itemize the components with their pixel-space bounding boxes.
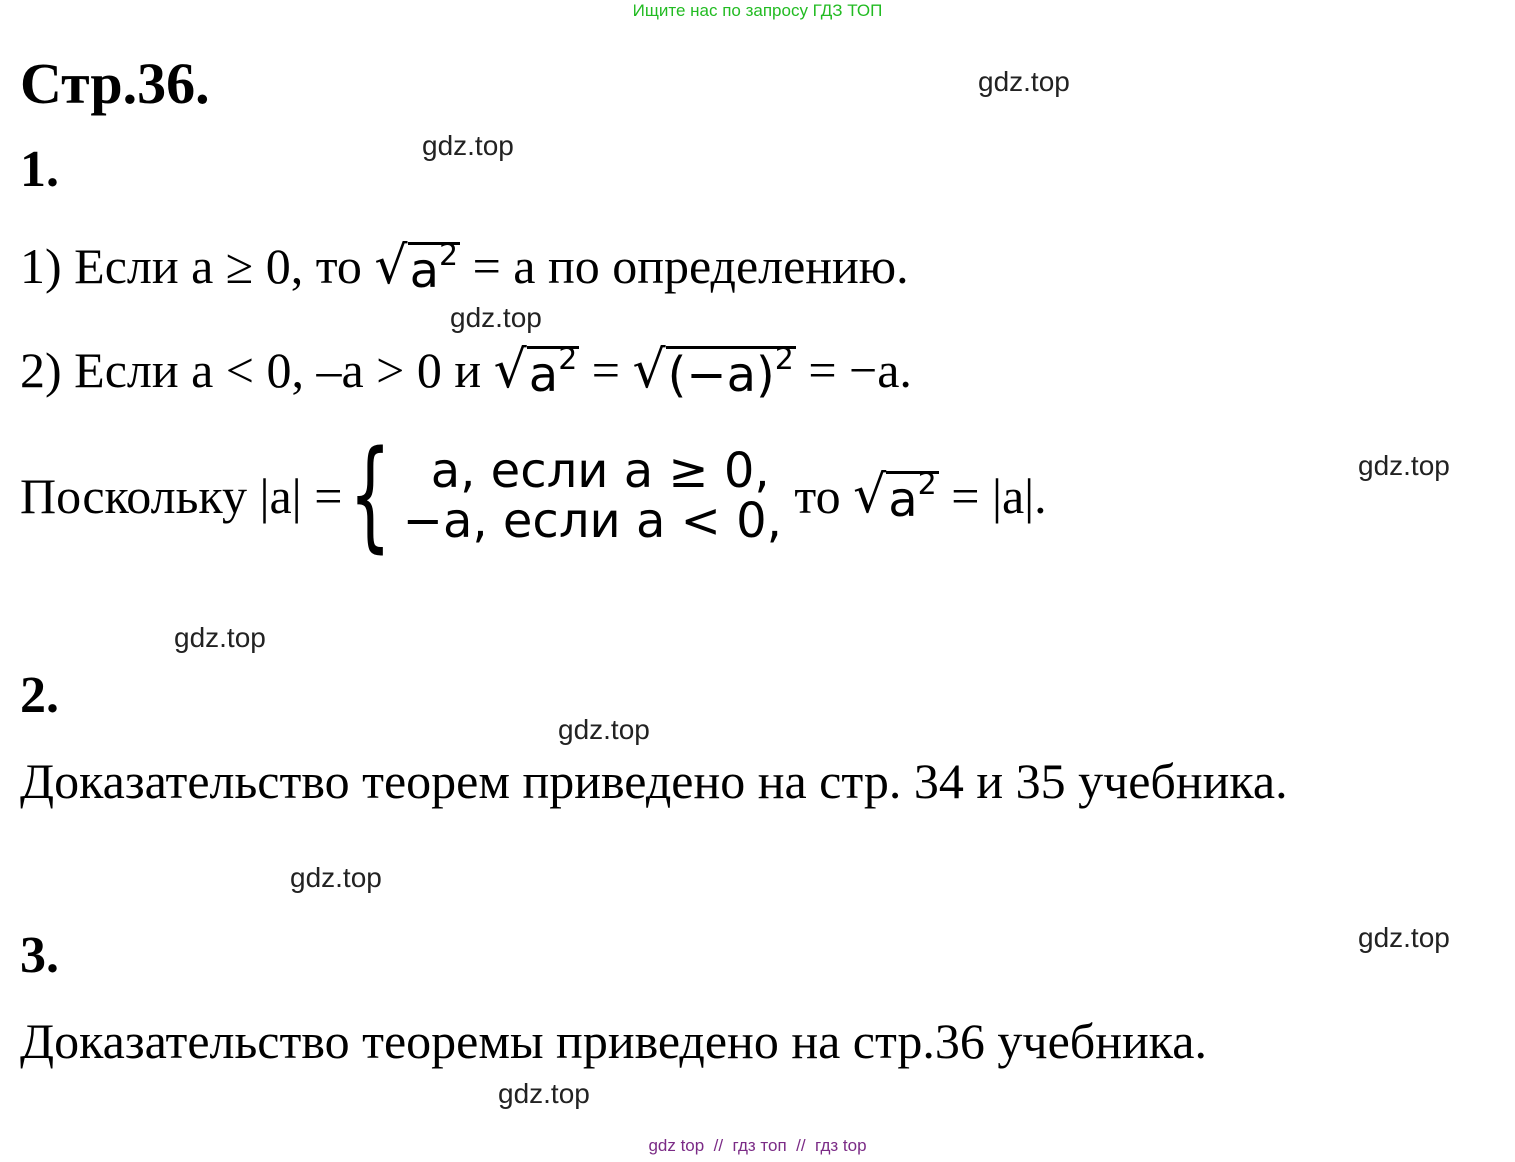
line-text: = (579, 342, 633, 398)
cases (402, 442, 782, 549)
watermark: gdz.top (450, 302, 542, 333)
line-text: = −a. (795, 342, 912, 398)
task1-line3 (20, 426, 1047, 565)
footer: gdz top // гдз топ // гдз top (648, 1136, 867, 1155)
watermark: gdz.top (174, 622, 266, 653)
task2-text: Доказательство теорем приведено на стр. 34 и 35 учебника. (20, 753, 1288, 809)
line-text: то (781, 468, 854, 524)
task1-line2 (20, 340, 912, 403)
left-brace-icon: { (349, 426, 392, 565)
radical-sign-icon: √ (632, 340, 666, 400)
square-root (493, 340, 580, 403)
task-number: 2. (20, 667, 59, 724)
radicand: $a^2$ (409, 238, 459, 299)
case-2: −a, если a < 0, (402, 493, 782, 549)
line-text: = a по определению. (460, 238, 909, 294)
line-text: Поскольку |a| = (20, 468, 343, 524)
line-text: 2) Если a < 0, –a > 0 и (20, 342, 494, 398)
square-root (853, 464, 939, 528)
radical-sign-icon: √ (853, 464, 887, 525)
task3-text: Доказательство теоремы приведено на стр.36 учебника. (20, 1013, 1207, 1069)
line-text: 1) Если a ≥ 0, то (20, 238, 375, 294)
watermark: gdz.top (498, 1078, 590, 1109)
top-banner: Ищите нас по запросу ГДЗ ТОП (632, 1, 883, 20)
radicand: $a^2$ (528, 342, 578, 403)
radical-sign-icon: √ (374, 236, 408, 296)
task1-line1 (20, 236, 909, 299)
watermark: gdz.top (1358, 922, 1450, 953)
radicand: $a^2$ (888, 466, 937, 528)
radical-sign-icon: √ (493, 340, 527, 400)
page-title: Стр.36. (20, 51, 210, 116)
watermark: gdz.top (1358, 450, 1450, 481)
task-number: 1. (20, 141, 59, 198)
watermark: gdz.top (290, 862, 382, 893)
square-root (632, 340, 796, 403)
line-text: = |a|. (938, 468, 1047, 524)
task-number: 3. (20, 927, 59, 984)
watermark: gdz.top (978, 66, 1070, 97)
radicand: $(-a)^2$ (667, 342, 794, 403)
square-root (374, 236, 460, 299)
watermark: gdz.top (422, 130, 514, 161)
piecewise-definition (342, 426, 782, 565)
case-1: a, если a ≥ 0, (430, 442, 770, 499)
watermark: gdz.top (558, 714, 650, 745)
